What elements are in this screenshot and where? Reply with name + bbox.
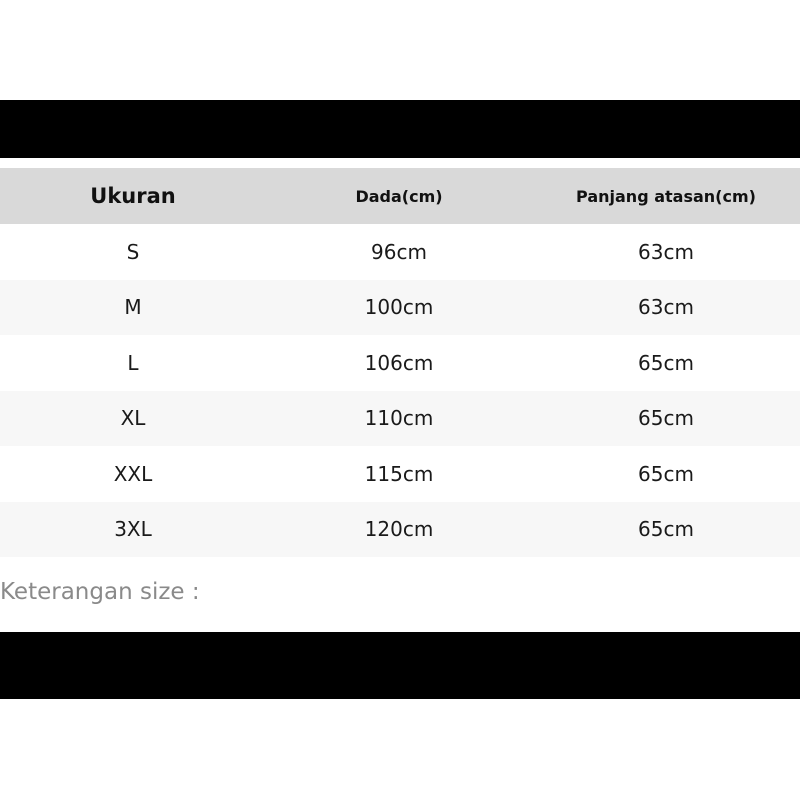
bottom-black-bar [0, 632, 800, 699]
length-cell: 63cm [638, 239, 694, 264]
length-cell: 65cm [638, 517, 694, 542]
table-header-row [0, 168, 800, 224]
chest-cell: 96cm [371, 239, 427, 264]
size-cell: XXL [113, 461, 153, 486]
table-row [0, 502, 800, 558]
top-black-bar [0, 100, 800, 158]
chest-cell: 115cm [364, 461, 434, 486]
chest-cell: 106cm [364, 350, 434, 375]
header-length: Panjang atasan(cm) [576, 186, 756, 206]
size-note: Keterangan size : [0, 579, 200, 605]
size-cell: S [126, 239, 140, 264]
chest-cell: 120cm [364, 517, 434, 542]
table-row [0, 335, 800, 391]
length-cell: 65cm [638, 350, 694, 375]
header-chest: Dada(cm) [355, 186, 443, 206]
size-table [0, 168, 800, 557]
length-cell: 63cm [638, 295, 694, 320]
length-cell: 65cm [638, 406, 694, 431]
table-row [0, 224, 800, 280]
chest-cell: 110cm [364, 406, 434, 431]
size-cell: M [124, 295, 142, 320]
chest-cell: 100cm [364, 295, 434, 320]
table-row [0, 280, 800, 336]
size-cell: XL [120, 406, 146, 431]
table-row [0, 391, 800, 447]
size-cell: L [127, 350, 139, 375]
header-size: Ukuran [90, 184, 176, 208]
table-row [0, 446, 800, 502]
length-cell: 65cm [638, 461, 694, 486]
size-cell: 3XL [114, 517, 152, 542]
